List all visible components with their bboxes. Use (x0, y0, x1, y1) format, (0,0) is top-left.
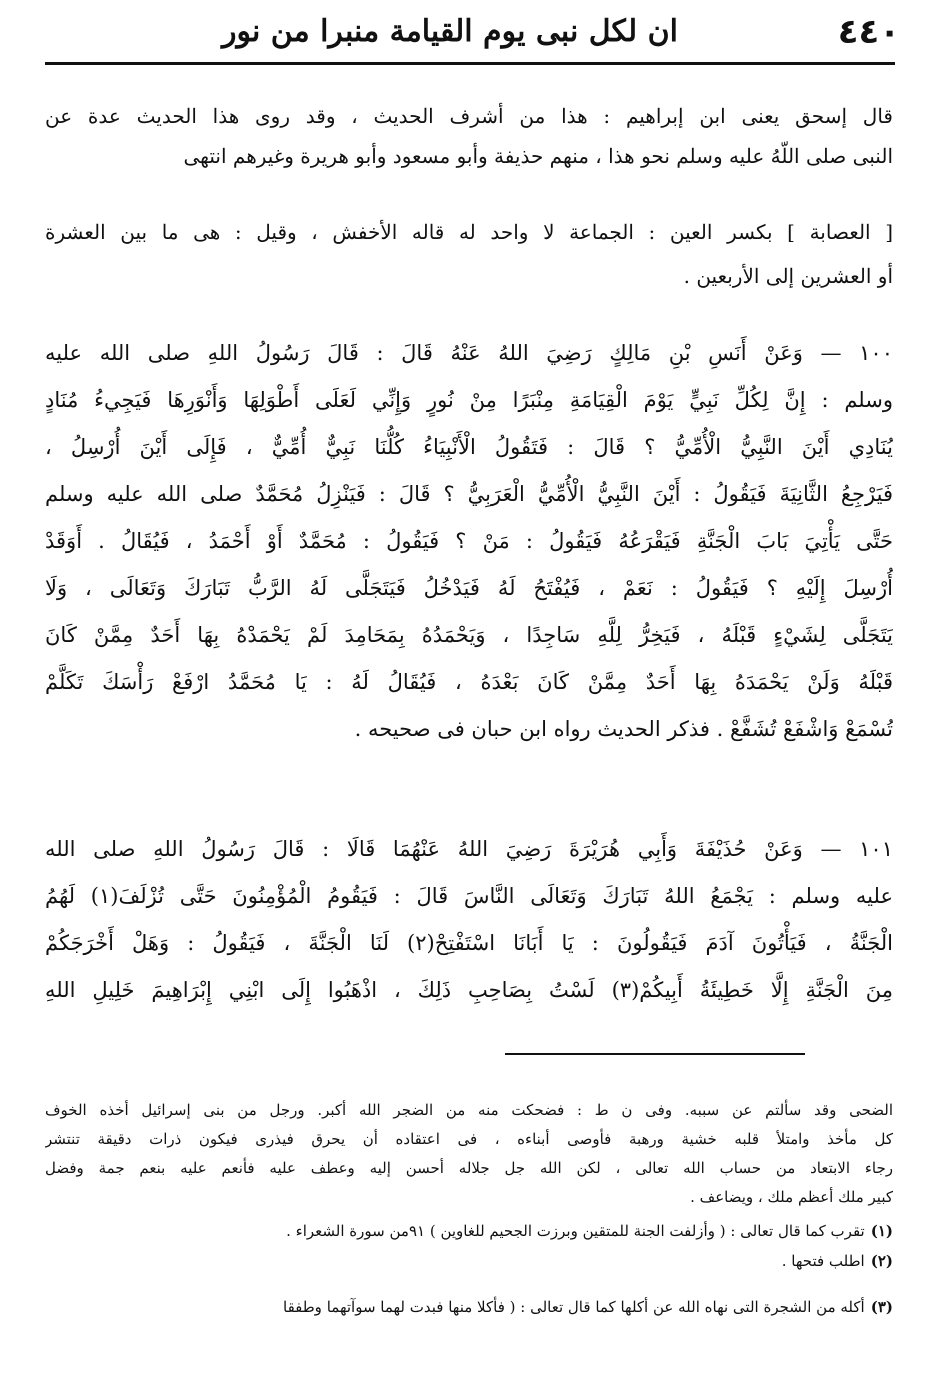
footnote-line: رجاء الابتعاد من حساب الله تعالى ، لكن الله جل جلاله أحسن إليه وعطف عليه فأنعم عليه بنعم جمة وفضل (45, 1159, 893, 1177)
text-line: قال إسحق يعنى ابن إبراهيم : هذا من أشرف الحديث ، وقد روى هذا الحديث عدة عن (45, 104, 893, 128)
hadith-line: ١٠٠ — وَعَنْ أَنَسِ بْنِ مَالِكٍ رَضِيَ اللهُ عَنْهُ قَالَ : قَالَ رَسُولُ اللهِ صلى الله عليه (45, 341, 893, 365)
hadith-line: أُرْسِلَ إِلَيْهِ ؟ فَيَقُولُ : نَعَمْ ، فَيُفْتَحُ لَهُ فَيَدْخُلُ فَيَتَجَلَّى لَهُ الرَّبُّ تَبَارَكَ وَتَعَالَى ، وَلَا (45, 576, 893, 600)
footnote-number: (٣) (870, 1298, 893, 1316)
page-header (40, 6, 900, 56)
hadith-line: فَيَرْجِعُ الثَّانِيَةَ فَيَقُولُ : أَيْنَ النَّبِيُّ الْأُمِّيُّ الْعَرَبِيُّ ؟ قَالَ : فَيَنْزِلُ مُحَمَّدٌ صلى الله عليه وسلم (45, 482, 893, 506)
footnote-line: الضحى وقد سألتم عن سببه. وفى ن ط : فضحكت منه من الضجر الله أكبر. ورجل من بنى إسرائيل أخذه الخوف (45, 1101, 893, 1119)
hadith-line: قَبْلَهُ وَلَنْ يَحْمَدَهُ بِهَا أَحَدٌ مِمَّنْ كَانَ بَعْدَهُ ، فَيُقَالُ لَهُ : يَا مُحَمَّدُ ارْفَعْ رَأْسَكَ تَكَلَّمْ (45, 670, 893, 694)
hadith-line: مِنَ الْجَنَّةِ إِلَّا خَطِيئَةُ أَبِيكُمْ(٣) لَسْتُ بِصَاحِبِ ذَلِكَ ، اذْهَبُوا إِلَى ابْنِي إِبْرَاهِيمَ خَلِيلِ اللهِ (45, 978, 893, 1002)
running-title: ان لكل نبى يوم القيامة منبرا من نور (221, 14, 679, 49)
hadith-100 (45, 330, 893, 753)
hadith-line: تُسْمَعْ وَاشْفَعْ تُشَفَّعْ . فذكر الحديث رواه ابن حبان فى صحيحه . (354, 717, 893, 741)
page-number: ٤٤٠ (837, 12, 900, 52)
hadith-line: وسلم : إِنَّ لِكُلِّ نَبِيٍّ يَوْمَ الْقِيَامَةِ مِنْبَرًا مِنْ نُورٍ وَإِنِّي لَعَلَى أَطْوَلِهَا وَأَنْوَرِهَا فَيَجِيءُ مُنَادٍ (45, 388, 893, 412)
footnote-text: تقرب كما قال تعالى : ( وأزلفت الجنة للمتقين وبرزت الجحيم للغاوين ) ٩١من سورة الشعراء . (286, 1222, 865, 1240)
commentary-paragraph (45, 96, 893, 176)
footnote-line: كل مأخذ وامتلأ قلبه خشية ورهبة فأوصى أبناءه ، فى اعتقاده أن يحرق فيذرى فيكون ذرات دقيقة تنتشر (45, 1130, 893, 1148)
text-line: النبى صلى اللّهُ عليه وسلم نحو هذا ، منهم حذيفة وأبو مسعود وأبو هريرة وغيرهم انتهى (183, 144, 893, 168)
text-line: أو العشرين إلى الأربعين . (683, 264, 893, 288)
footnote-continuation (45, 1096, 893, 1212)
header-rule (45, 62, 895, 65)
footnote-number: (٢) (870, 1252, 893, 1270)
footnote-rule (505, 1053, 805, 1055)
footnote-number: (١) (870, 1222, 893, 1240)
footnote-1 (45, 1216, 893, 1246)
footnotes (45, 1216, 893, 1322)
hadith-101 (45, 826, 893, 1014)
definition-paragraph (45, 210, 893, 298)
footnote-text: اطلب فتحها . (781, 1252, 865, 1270)
hadith-line: ١٠١ — وَعَنْ حُذَيْفَةَ وَأَبِي هُرَيْرَةَ رَضِيَ اللهُ عَنْهُمَا قَالَا : قَالَ رَسُولُ اللهِ صلى الله (45, 837, 893, 861)
footnote-line: كبير ملك أعظم ملك ، ويضاعف . (690, 1188, 893, 1206)
hadith-line: يَتَجَلَّى لِشَيْءٍ قَبْلَهُ ، فَيَخِرُّ لِلَّهِ سَاجِدًا ، وَيَحْمَدُهُ بِمَحَامِدَ لَمْ يَحْمَدْهُ بِهَا أَحَدٌ مِمَّنْ كَانَ (45, 623, 893, 647)
hadith-line: عليه وسلم : يَجْمَعُ اللهُ تَبَارَكَ وَتَعَالَى النَّاسَ قَالَ : فَيَقُومُ الْمُؤْمِنُونَ حَتَّى تُزْلَفَ(١) لَهُمُ (45, 884, 893, 908)
footnote-2 (45, 1246, 893, 1276)
hadith-line: حَتَّى يَأْتِيَ بَابَ الْجَنَّةِ فَيَقْرَعُهُ فَيَقُولُ : مَنْ ؟ فَيَقُولُ : مُحَمَّدٌ أَوْ أَحْمَدُ ، فَيُقَالُ . أَوَقَدْ (45, 529, 893, 553)
hadith-line: الْجَنَّةُ ، فَيَأْتُونَ آدَمَ فَيَقُولُونَ : يَا أَبَانَا اسْتَفْتِحْ(٢) لَنَا الْجَنَّةَ ، فَيَقُولُ : وَهَلْ أَخْرَجَكُمْ (45, 931, 893, 955)
footnote-text: أكله من الشجرة التى نهاه الله عن أكلها كما قال تعالى : ( فأكلا منها فبدت لهما سوآتهما وطفقا (283, 1298, 865, 1316)
footnote-3 (45, 1292, 893, 1322)
hadith-line: يُنَادِي أَيْنَ النَّبِيُّ الْأُمِّيُّ ؟ قَالَ : فَتَقُولُ الْأَنْبِيَاءُ كُلُّنَا نَبِيٌّ أُمِّيٌّ ، فَإِلَى أَيْنَ أُرْسِلُ ، (45, 435, 893, 459)
text-line: [ العصابة ] بكسر العين : الجماعة لا واحد له قاله الأخفش ، وقيل : هى ما بين العشرة (45, 220, 893, 244)
